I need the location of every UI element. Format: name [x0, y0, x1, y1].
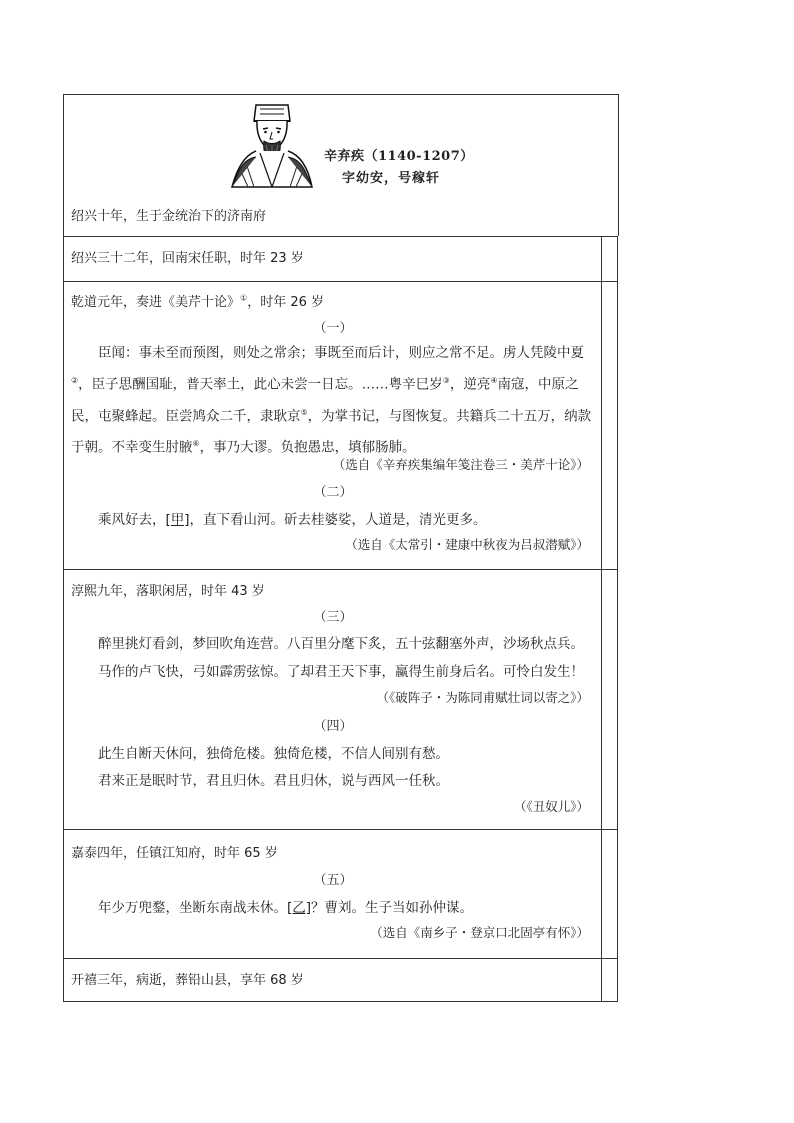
- section-4-line-2: 君来正是眠时节，君且归休。君且归休，说与西风一任秋。: [98, 773, 449, 789]
- section-2-body: [98, 508, 487, 528]
- side-cell-3: [601, 569, 618, 829]
- sec1-part-c: ，逆亮: [449, 376, 491, 393]
- footnote-mark-5: ⑤: [300, 407, 308, 417]
- row5-text: 开禧三年，病逝，葬铅山县，享年 68 岁: [71, 973, 304, 988]
- row2-text-after: ，时年 26 岁: [247, 295, 324, 310]
- row1-text: 绍兴三十二年，回南宋任职，时年 23 岁: [71, 251, 304, 266]
- sec5-part-b: ？曹刘。生子当如孙仲谋。: [311, 900, 474, 916]
- row2-text-main: 乾道元年，奏进《美芹十论》: [71, 295, 241, 310]
- section-2-title: （二）: [313, 485, 353, 500]
- section-5-title: （五）: [313, 873, 353, 888]
- poet-name: 辛弃疾（1140-1207）: [324, 149, 474, 164]
- section-3-source: （《破阵子・为陈同甫赋壮词以寄之》）: [376, 690, 589, 705]
- footnote-mark-4: ④: [490, 376, 498, 385]
- section-5-body: [98, 896, 473, 916]
- section-3-title: （三）: [313, 610, 353, 625]
- header-box: [63, 94, 619, 236]
- row3-text: 淳熙九年，落职闲居，时年 43 岁: [71, 584, 265, 599]
- section-1-title: （一）: [313, 321, 353, 336]
- timeline-row-5: [63, 958, 601, 1001]
- table-bottom-border: [63, 1001, 618, 1002]
- sec1-part-b: ，臣子思酬国耻，普天率土，此心未尝一日忘。……粤辛巳岁: [78, 376, 443, 393]
- footnote-mark-6: ⑥: [192, 439, 200, 448]
- timeline-row-1: [63, 236, 601, 281]
- sec1-part-a: 臣闻：事未至而预图，则处之常余；事既至而后计，则应之常不足。虏人凭陵中夏: [98, 345, 584, 361]
- timeline-row-4: [63, 829, 601, 958]
- section-1-source: （选自《辛弃疾集编年笺注卷三・美芹十论》）: [332, 457, 589, 472]
- footnote-mark-2: ②: [71, 376, 79, 385]
- side-cell-4: [601, 829, 618, 958]
- sec1-part-e: ，为掌书记，与图恢复。共籍兵二十五万，纳款于朝。不幸变生肘腋: [71, 408, 592, 456]
- poet-courtesy-name: 字幼安，号稼轩: [342, 171, 441, 186]
- side-cell-1: [601, 236, 618, 281]
- timeline-row-2: [63, 281, 601, 569]
- sec2-part-b: ，直下看山河。斫去桂婆娑，人道是，清光更多。: [189, 512, 487, 528]
- section-2-source: （选自《太常引・建康中秋夜为吕叔潜赋》）: [345, 537, 589, 552]
- blank-yi: [乙]: [287, 900, 312, 916]
- row2-text: [71, 291, 324, 310]
- side-cell-2: [601, 281, 618, 569]
- section-4-source: （《丑奴儿》）: [513, 799, 589, 814]
- portrait-illustration: [226, 99, 318, 189]
- sec1-part-d: 南寇，中原之民，屯聚蜂起。臣尝鸠众二千，隶耿京: [71, 376, 579, 424]
- sec1-part-f: ，事乃大谬。负抱愚忠，填郁肠肺。: [199, 439, 416, 456]
- section-1-body: [71, 340, 595, 462]
- birth-text: 绍兴十年，生于金统治下的济南府: [71, 209, 267, 224]
- footnote-mark-3: ③: [442, 376, 450, 385]
- row4-text: 嘉泰四年，任镇江知府，时年 65 岁: [71, 846, 278, 861]
- section-4-line-1: 此生自断天休问，独倚危楼。独倚危楼，不信人间别有愁。: [98, 746, 449, 762]
- footnote-mark-1: ①: [240, 293, 248, 303]
- side-cell-5: [601, 958, 618, 1001]
- blank-jia: [甲]: [165, 512, 190, 528]
- section-3-line-2: 马作的卢飞快，弓如霹雳弦惊。了却君王天下事，赢得生前身后名。可怜白发生！: [98, 664, 584, 680]
- sec5-part-a: 年少万兜鍪，坐断东南战未休。: [98, 900, 287, 916]
- timeline-row-3: [63, 569, 601, 829]
- sec2-part-a: 乘风好去，: [98, 512, 166, 528]
- section-5-source: （选自《南乡子・登京口北固亭有怀》）: [370, 925, 589, 940]
- section-3-line-1: 醉里挑灯看剑，梦回吹角连营。八百里分麾下炙，五十弦翻塞外声，沙场秋点兵。: [98, 636, 584, 652]
- section-4-title: （四）: [313, 719, 353, 734]
